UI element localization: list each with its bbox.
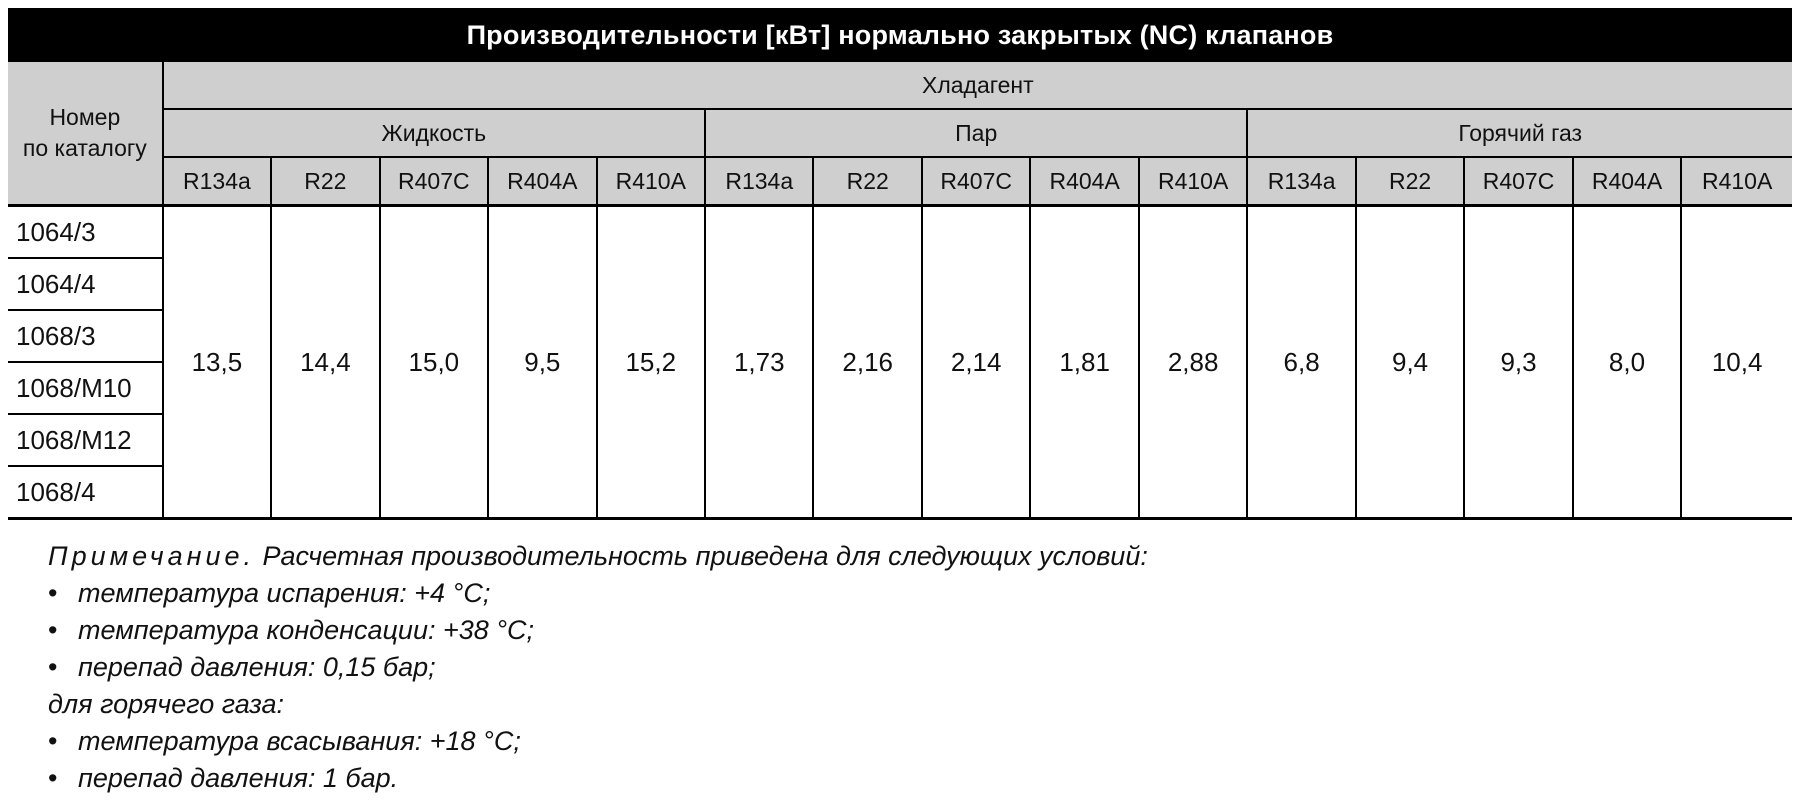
- refrigerant-column-header: R410A: [1681, 157, 1792, 206]
- notes-bullet-item: [48, 649, 1792, 686]
- hot-gas-label-text: для горячего газа:: [48, 689, 284, 719]
- catalog-number-cell: 1068/3: [8, 310, 163, 362]
- capacity-value-cell: 9,4: [1356, 206, 1464, 519]
- refrigerant-column-header: R407C: [380, 157, 488, 206]
- refrigerant-column-header: R407C: [1464, 157, 1572, 206]
- bullet-icon: •: [48, 578, 58, 608]
- catalog-header-line1: Номер: [49, 104, 121, 130]
- capacity-value-cell: 15,0: [380, 206, 488, 519]
- notes-hot-gas-label: [48, 686, 1792, 723]
- group-header-hot-gas: Горячий газ: [1247, 109, 1792, 157]
- catalog-number-header: [8, 62, 163, 206]
- notes-bullet-text: температура конденсации: +38 °С;: [78, 615, 535, 645]
- refrigerant-column-header: R22: [271, 157, 379, 206]
- bullet-icon: •: [48, 763, 58, 793]
- capacity-table: [8, 62, 1792, 520]
- bullet-icon: •: [48, 652, 58, 682]
- table-title: Производительности [кВт] нормально закрытых (NC) клапанов: [8, 8, 1792, 62]
- catalog-header-line2: по каталогу: [22, 135, 147, 161]
- catalog-number-cell: 1064/4: [8, 258, 163, 310]
- notes-bullet-text: перепад давления: 1 бар.: [78, 763, 399, 793]
- refrigerant-column-header: R404A: [1030, 157, 1138, 206]
- notes-bullet-text: температура испарения: +4 °С;: [78, 578, 491, 608]
- capacity-value-cell: 14,4: [271, 206, 379, 519]
- capacity-value-cell: 2,16: [813, 206, 921, 519]
- notes-bullet-item: [48, 760, 1792, 797]
- catalog-number-cell: 1064/3: [8, 206, 163, 259]
- refrigerant-column-header: R22: [813, 157, 921, 206]
- refrigerant-column-header: R22: [1356, 157, 1464, 206]
- capacity-value-cell: 13,5: [163, 206, 271, 519]
- notes-bullet-item: [48, 612, 1792, 649]
- catalog-number-cell: 1068/M10: [8, 362, 163, 414]
- capacity-value-cell: 15,2: [597, 206, 705, 519]
- capacity-value-cell: 10,4: [1681, 206, 1792, 519]
- refrigerant-column-header: R134a: [705, 157, 813, 206]
- notes-bullet-item: [48, 723, 1792, 760]
- group-header-vapor: Пар: [705, 109, 1247, 157]
- notes-intro-text: Расчетная производительность приведена для следующих условий:: [255, 541, 1148, 571]
- notes-bullet-item: [48, 575, 1792, 612]
- refrigerant-column-header: R404A: [1573, 157, 1681, 206]
- refrigerant-column-header: R404A: [488, 157, 596, 206]
- catalog-number-cell: 1068/4: [8, 466, 163, 519]
- bullet-icon: •: [48, 726, 58, 756]
- notes-section: [8, 538, 1792, 797]
- group-header-liquid: Жидкость: [163, 109, 705, 157]
- capacity-value-cell: 1,81: [1030, 206, 1138, 519]
- capacity-value-cell: 6,8: [1247, 206, 1355, 519]
- catalog-number-cell: 1068/M12: [8, 414, 163, 466]
- refrigerant-header: Хладагент: [163, 62, 1792, 109]
- refrigerant-column-header: R134a: [1247, 157, 1355, 206]
- valve-capacity-sheet: [8, 8, 1792, 797]
- capacity-value-cell: 9,5: [488, 206, 596, 519]
- notes-bullet-text: перепад давления: 0,15 бар;: [78, 652, 436, 682]
- capacity-value-cell: 2,88: [1139, 206, 1247, 519]
- bullet-icon: •: [48, 615, 58, 645]
- capacity-value-cell: 9,3: [1464, 206, 1572, 519]
- capacity-value-cell: 8,0: [1573, 206, 1681, 519]
- refrigerant-column-header: R134a: [163, 157, 271, 206]
- notes-heading: Примечание.: [48, 541, 255, 571]
- refrigerant-column-header: R410A: [1139, 157, 1247, 206]
- refrigerant-column-header: R407C: [922, 157, 1030, 206]
- capacity-value-cell: 1,73: [705, 206, 813, 519]
- capacity-value-cell: 2,14: [922, 206, 1030, 519]
- notes-bullet-text: температура всасывания: +18 °С;: [78, 726, 521, 756]
- notes-intro-line: [48, 538, 1792, 575]
- refrigerant-column-header: R410A: [597, 157, 705, 206]
